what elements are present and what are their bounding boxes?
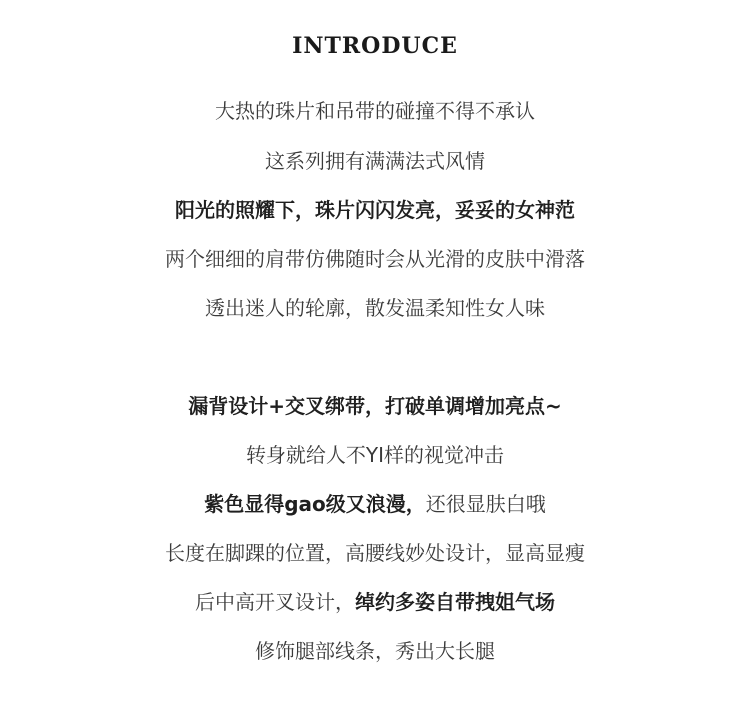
design-line-3-rest: 还很显肤白哦 xyxy=(425,492,546,516)
design-line-5-rest: 后中高开叉设计， xyxy=(195,590,355,614)
intro-line-4: 两个细细的肩带仿佛随时会从光滑的皮肤中滑落 xyxy=(165,247,585,271)
intro-line-2: 这系列拥有满满法式风情 xyxy=(265,149,485,173)
intro-line-1: 大热的珠片和吊带的碰撞不得不承认 xyxy=(215,99,535,123)
design-line-6: 修饰腿部线条，秀出大长腿 xyxy=(255,639,495,663)
intro-line-5: 透出迷人的轮廓，散发温柔知性女人味 xyxy=(205,296,545,320)
design-line-4: 长度在脚踝的位置，高腰线妙处设计，显高显瘦 xyxy=(165,541,585,565)
design-line-5 xyxy=(0,587,750,617)
design-line-3-bold: 紫色显得gao级又浪漫， xyxy=(204,492,426,516)
intro-line-3: 阳光的照耀下，珠片闪闪发亮，妥妥的女神范 xyxy=(175,198,575,222)
design-line-1: 漏背设计+交叉绑带，打破单调增加亮点~ xyxy=(188,394,562,418)
section-title: INTRODUCE xyxy=(292,33,458,59)
design-line-5-bold: 绰约多姿自带拽姐气场 xyxy=(355,590,555,614)
design-line-3 xyxy=(0,489,750,519)
design-line-2: 转身就给人不YI样的视觉冲击 xyxy=(245,443,505,467)
